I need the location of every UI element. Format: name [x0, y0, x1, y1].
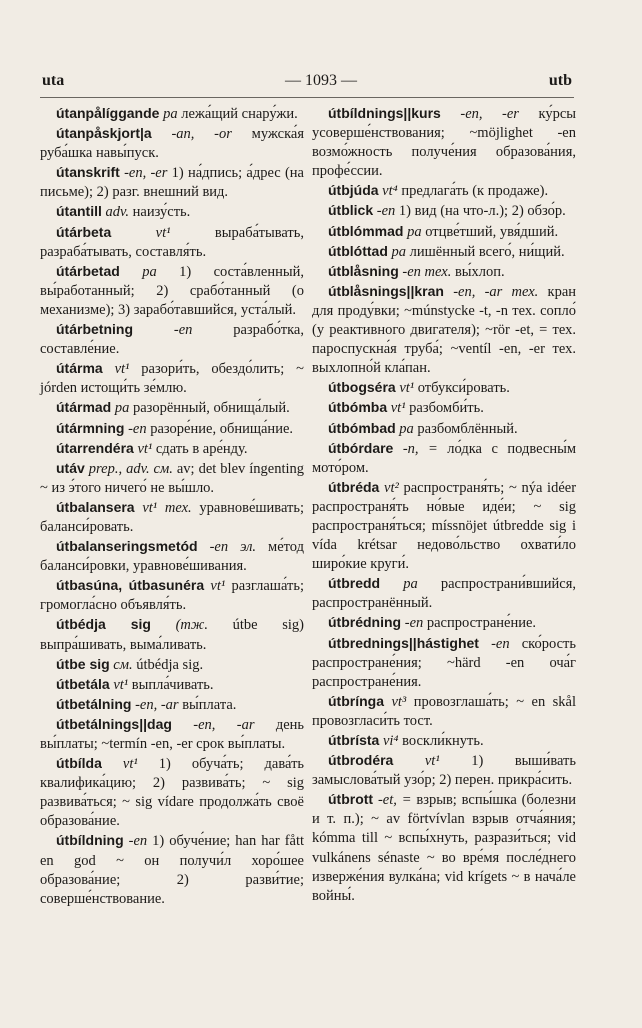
- entry-headword: útbe sig: [56, 655, 110, 672]
- dictionary-entry: [312, 574, 576, 613]
- entry-grammar: vt¹ тех.: [142, 499, 192, 516]
- dictionary-entry: [40, 615, 304, 654]
- dictionary-entry: [40, 576, 304, 615]
- entry-definition: воскли́кнуть.: [402, 733, 484, 749]
- entry-grammar: vt¹: [137, 440, 153, 457]
- entry-headword: útármning: [56, 419, 125, 436]
- right-column: [312, 104, 576, 906]
- entry-headword: útárbetning: [56, 321, 133, 338]
- entry-definition: отцве́тший, увя́дший.: [425, 223, 559, 240]
- entry-definition: день вы́платы; ~termín -en, -er срок вы́платы.: [40, 716, 304, 752]
- entry-headword: útbrísta: [328, 732, 380, 748]
- entry-definition: выпла́чивать.: [131, 676, 214, 693]
- dictionary-entry: [312, 398, 576, 418]
- dictionary-entry: [40, 202, 304, 222]
- entry-headword: útbogséra: [328, 379, 396, 396]
- entry-definition: кран для проду́вки; ~múnstycke -t, -n тех. сопло́ (у реактивного двигателя); ~rör -et, = тех. пароспускна́я труба́; ~ventíl -en, -er тех. выхлопно́й кла́пан.: [312, 283, 577, 377]
- entry-headword: útblómmad: [328, 222, 404, 239]
- dictionary-entry: [312, 439, 576, 478]
- entry-headword: útbórdare: [328, 439, 394, 456]
- entry-headword: útbetála: [56, 675, 110, 692]
- entry-headword: útárma: [56, 360, 103, 377]
- entry-grammar: pa: [142, 263, 157, 280]
- entry-definition: ку́рсы усоверше́нствования; ~möjlighet -en возмо́жность получе́ния образова́ния, профе́ссии.: [312, 106, 577, 180]
- entry-headword: útbómbad: [328, 419, 396, 436]
- entry-grammar: pa: [114, 400, 130, 417]
- entry-grammar: -en, -er: [460, 106, 519, 122]
- entry-definition: ло́дка с подвесны́м мото́ром.: [312, 440, 577, 476]
- entry-grammar: pa: [391, 243, 406, 260]
- dictionary-entry: [40, 359, 304, 398]
- entry-definition: разглаша́ть; громогла́сно объявля́ть.: [40, 578, 304, 614]
- entry-headword: útbíldnings||kurs: [328, 105, 441, 121]
- entry-headword: útbrott: [328, 791, 374, 808]
- entry-grammar: adv.: [105, 204, 130, 221]
- entry-definition: вы́хлоп.: [454, 263, 505, 280]
- entry-definition: разбомби́ть.: [409, 400, 484, 417]
- entry-definition: вы́плата.: [182, 696, 237, 713]
- dictionary-entry: [40, 754, 304, 831]
- entry-headword: utáv: [56, 459, 85, 476]
- dictionary-entry: [312, 613, 576, 633]
- dictionary-entry: [40, 163, 304, 202]
- entry-grammar: -an, -or: [171, 126, 232, 143]
- entry-grammar: vt¹: [155, 224, 171, 241]
- dictionary-entry: [40, 695, 304, 715]
- dictionary-entry: [312, 242, 576, 262]
- entry-definition: ско́рость распростране́ния; ~härd -en оча́г распростране́ния.: [312, 635, 576, 690]
- entry-grammar: -en: [173, 322, 193, 339]
- entry-grammar: pa: [407, 223, 422, 240]
- entry-grammar: vt¹: [424, 753, 440, 770]
- dictionary-entry: [312, 692, 576, 731]
- dictionary-entry: [312, 419, 576, 439]
- dictionary-entry: [40, 262, 304, 320]
- entry-headword: útblóttad: [328, 242, 388, 259]
- entry-definition: отбукси́ровать.: [417, 380, 510, 397]
- entry-grammar: -en: [404, 615, 424, 632]
- entry-definition: мужска́я руба́шка навы́пуск.: [40, 126, 304, 162]
- entry-headword: útárbeta: [56, 223, 112, 240]
- entry-headword: útbrodéra: [328, 752, 394, 769]
- entry-definition: útbédja sig.: [136, 656, 204, 673]
- dictionary-entry: [312, 181, 576, 201]
- entry-definition: разорённый, обнища́лый.: [132, 400, 290, 417]
- entry-definition: уравнове́шивать; баланси́ровать.: [40, 499, 304, 535]
- dictionary-entry: [312, 378, 576, 398]
- entry-grammar: -n, =: [402, 440, 438, 457]
- entry-headword: útanpålíggande: [56, 105, 160, 121]
- entry-grammar: prep., adv. см.: [88, 460, 173, 477]
- entry-definition: 1) на́дпись; а́дрес (на письме); 2) разг. внешний вид.: [40, 165, 304, 201]
- entry-headword: útbédja sig: [56, 616, 151, 633]
- dictionary-entry: [40, 439, 304, 459]
- entry-grammar: см.: [113, 656, 133, 673]
- entry-grammar: pa: [163, 106, 178, 122]
- entry-grammar: vi⁴: [382, 733, 399, 749]
- entry-headword: útármad: [56, 399, 112, 416]
- entry-definition: лишённый всего́, ни́щий.: [409, 243, 565, 260]
- left-column: [40, 104, 304, 909]
- entry-definition: сдать в аре́нду.: [155, 440, 248, 457]
- entry-headword: útarrendéra: [56, 439, 134, 456]
- entry-headword: útbómba: [328, 399, 388, 416]
- dictionary-entry: [40, 675, 304, 695]
- dictionary-entry: [40, 715, 304, 754]
- entry-headword: útanskrift: [56, 164, 120, 181]
- entry-definition: 1) соста́вленный, вы́работанный; 2) срабо́танный (о механизме); 3) зарабо́тавшийся, уста́лый.: [40, 263, 304, 318]
- entry-grammar: vt¹: [390, 400, 406, 417]
- dictionary-entry: [312, 262, 576, 282]
- entry-grammar: vt⁴: [382, 183, 398, 200]
- entry-grammar: -en, -ar: [135, 696, 179, 713]
- entry-grammar: -en: [491, 635, 510, 652]
- entry-headword: útbalansera: [56, 498, 135, 515]
- entry-headword: útbjúda: [328, 182, 379, 199]
- entry-definition: av; det blev íngenting ~ из э́того ничего́ не вы́шло.: [40, 460, 305, 496]
- dictionary-entry: [312, 282, 576, 378]
- entry-headword: útbrédning: [328, 614, 402, 631]
- entry-definition: 1) вид (на что-л.); 2) обзо́р.: [398, 203, 566, 220]
- entry-headword: útbetálning: [56, 695, 132, 712]
- dictionary-entry: [40, 124, 304, 163]
- dictionary-entry: [312, 790, 576, 906]
- entry-definition: 1) обуче́ние; han har fått en god ~ он получи́л хоро́шее образова́ние; 2) разви́тие; соверше́нствование.: [40, 833, 305, 907]
- entry-headword: útbalanseringsmetód: [56, 538, 198, 555]
- entry-grammar: (тж.: [175, 617, 208, 634]
- dictionary-entry: [40, 320, 304, 359]
- entry-definition: распространи́вшийся, распространённый.: [312, 576, 576, 612]
- entry-headword: útbílda: [56, 755, 102, 772]
- entry-definition: распростране́ние.: [426, 615, 537, 632]
- header-left-guide-word: uta: [42, 72, 65, 89]
- entry-grammar: -en: [128, 420, 147, 437]
- dictionary-entry: [40, 223, 304, 262]
- running-header: [0, 72, 642, 94]
- header-rule: [40, 97, 574, 98]
- entry-definition: выраба́тывать, разраба́тывать, составля́ть.: [40, 224, 305, 260]
- entry-headword: útanpåskjort|a: [56, 125, 152, 142]
- entry-definition: 1) обуча́ть; дава́ть квалифика́цию; 2) развива́ть; ~ sig развива́ться; ~ sig vídare продолжа́ть своё образова́ние.: [40, 756, 305, 830]
- entry-grammar: vt¹: [210, 578, 226, 595]
- dictionary-entry: [312, 201, 576, 221]
- entry-grammar: -en: [128, 833, 148, 850]
- entry-headword: útbréda: [328, 478, 380, 495]
- entry-grammar: vt¹: [113, 676, 129, 693]
- dictionary-entry: [312, 731, 576, 751]
- dictionary-entry: [40, 459, 304, 498]
- entry-definition: разбомблённый.: [417, 420, 518, 437]
- entry-definition: наизу́сть.: [132, 204, 191, 221]
- entry-grammar: vt¹: [122, 756, 138, 773]
- entry-headword: útbrínga: [328, 692, 384, 709]
- entry-grammar: vt¹: [399, 380, 415, 397]
- entry-headword: útantill: [56, 203, 102, 220]
- dictionary-entry: [312, 222, 576, 242]
- entry-definition: провозглаша́ть; ~ en skål провозгласи́ть тост.: [312, 693, 577, 729]
- entry-grammar: vt³: [391, 693, 407, 710]
- entry-definition: разори́ть, обездо́лить; ~ jórden истощи́ть зе́млю.: [40, 361, 304, 397]
- entry-grammar: pa: [403, 576, 418, 593]
- entry-headword: útblåsning: [328, 262, 399, 279]
- entry-grammar: -en эл.: [209, 539, 257, 556]
- entry-grammar: vt¹: [114, 361, 130, 378]
- header-right-guide-word: utb: [548, 72, 572, 89]
- entry-headword: útbrednings||hástighet: [328, 634, 479, 651]
- entry-definition: útbe sig) выпра́шивать, выма́ливать.: [40, 617, 305, 653]
- dictionary-entry: [40, 831, 304, 908]
- entry-definition: взрыв; вспы́шка (болезни и т. п.); ~ av förtvívlan взрыв отча́яния; kómma till ~ вспы́хнуть, разрази́ться; vid vulkánens sénaste ~ во вре́мя после́днего изверже́ния вулка́на; vid krígets ~ в нача́ле войны́.: [312, 792, 577, 904]
- dictionary-entry: [40, 104, 304, 124]
- entry-grammar: vt²: [384, 479, 399, 496]
- dictionary-entry: [40, 498, 304, 537]
- entry-definition: предлага́ть (к продаже).: [401, 183, 549, 200]
- entry-definition: ме́тод баланси́ровки, уравнове́шивания.: [40, 539, 305, 575]
- dictionary-entry: [40, 419, 304, 439]
- entry-grammar: -en, -er: [124, 165, 168, 182]
- dictionary-entry: [312, 634, 576, 692]
- dictionary-entry: [312, 751, 576, 790]
- entry-headword: útbasúna, útbasunéra: [56, 577, 205, 594]
- entry-definition: 1) выши́вать замыслова́тый узо́р; 2) перен. прикра́сить.: [312, 753, 577, 789]
- entry-grammar: -en, -ar: [193, 716, 255, 733]
- entry-headword: útbíldning: [56, 832, 124, 849]
- entry-headword: útbetálnings||dag: [56, 715, 172, 732]
- entry-grammar: -en, -ar тех.: [453, 283, 539, 300]
- entry-headword: útblick: [328, 202, 374, 219]
- entry-definition: лежа́щий снару́жи.: [181, 106, 298, 122]
- entry-definition: разоре́ние, обнища́ние.: [150, 420, 294, 437]
- page-number: — 1093 —: [285, 72, 357, 89]
- dictionary-entry: [40, 655, 304, 675]
- dictionary-entry: [40, 537, 304, 576]
- entry-headword: útárbetad: [56, 262, 120, 279]
- entry-grammar: -en: [376, 203, 396, 220]
- entry-definition: разрабо́тка, составле́ние.: [40, 322, 304, 358]
- entry-grammar: pa: [399, 420, 414, 437]
- entry-definition: распространя́ть; ~ nýa idéer распространя́ть но́вые иде́и; ~ sig распространя́ться; míssnöjet útbredde sig i vída krétsar недово́льство охвати́ло широ́кие круги́.: [312, 479, 577, 573]
- entry-grammar: -et, =: [377, 792, 412, 809]
- entry-headword: útblåsnings||kran: [328, 282, 444, 299]
- dictionary-entry: [312, 478, 576, 574]
- entry-grammar: -en тех.: [402, 263, 452, 280]
- entry-headword: útbredd: [328, 575, 381, 592]
- dictionary-entry: [40, 398, 304, 418]
- dictionary-entry: [312, 104, 576, 181]
